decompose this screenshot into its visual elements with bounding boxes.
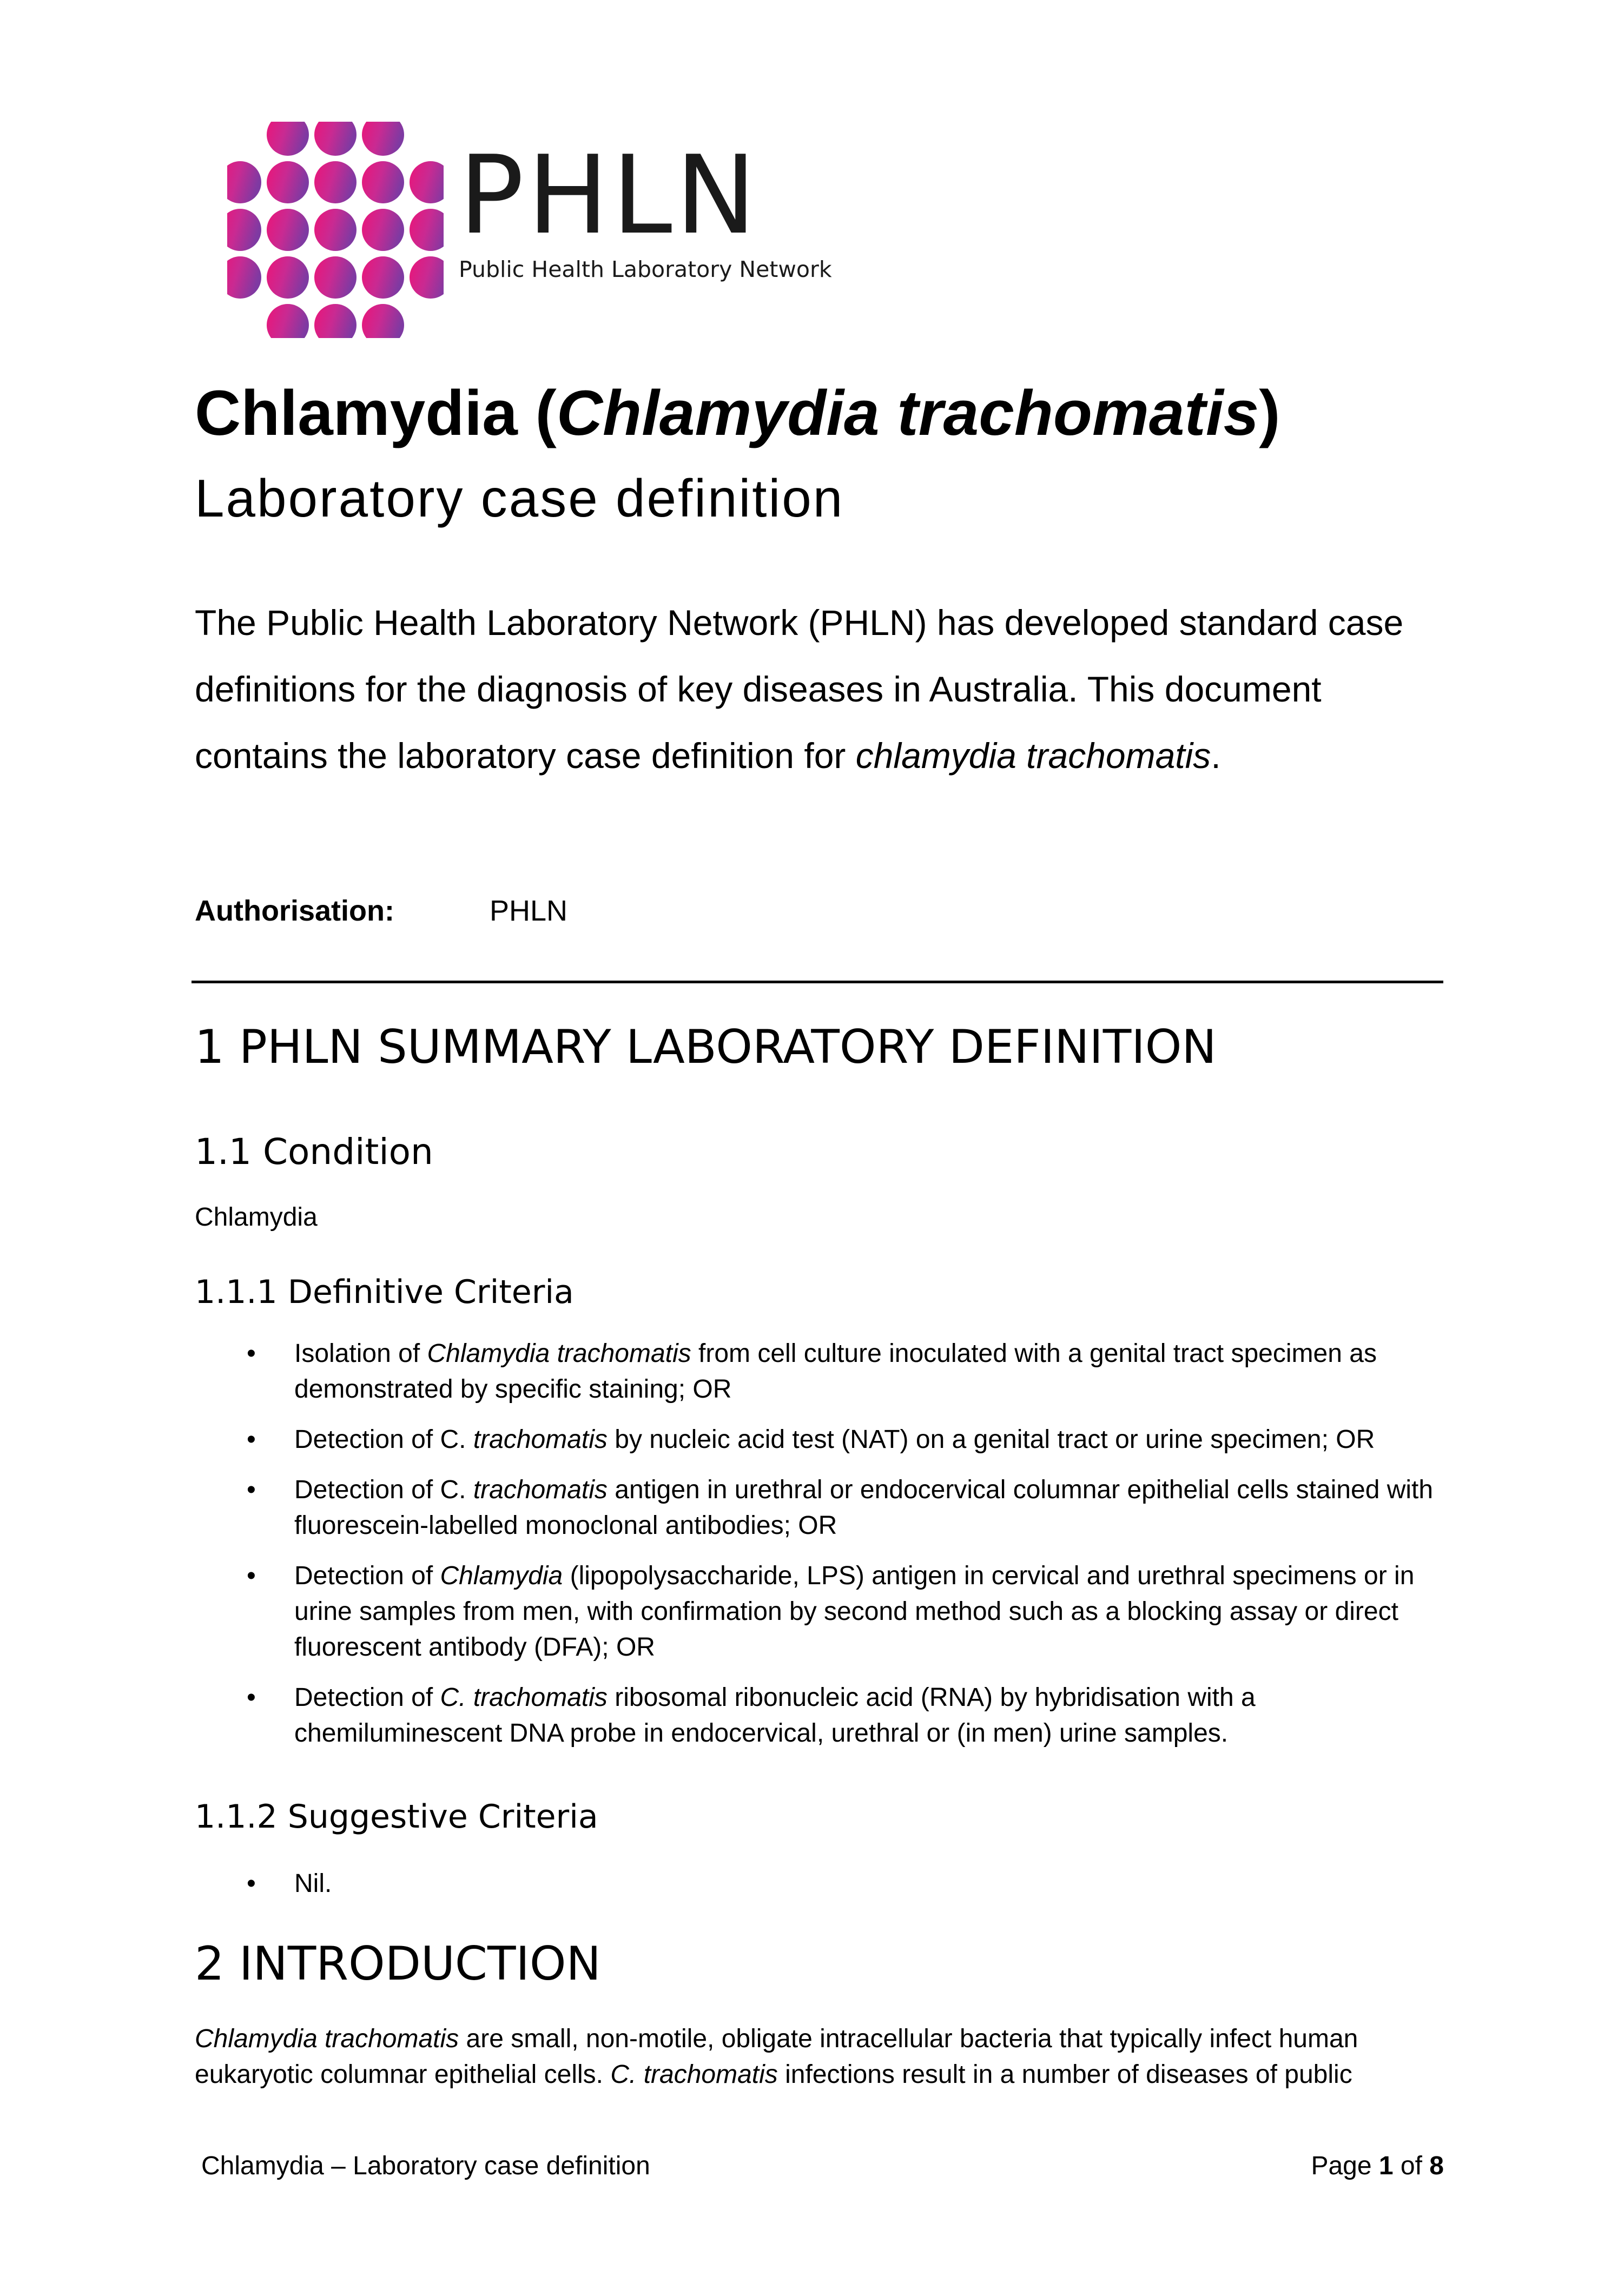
list-item: • Detection of C. trachomatis ribosomal ribonucleic acid (RNA) by hybridisation with a chemiluminescent DNA probe in endocervical, urethral or (in men) urine samples. [238, 1680, 1450, 1751]
definitive-criteria-list [238, 1336, 1450, 1766]
footer-document-title: Chlamydia – Laboratory case definition [201, 2152, 650, 2180]
footer-page-number: Page 1 of 8 [1311, 2152, 1444, 2180]
document-subtitle: Laboratory case definition [195, 468, 844, 528]
section-1-heading: 1 PHLN SUMMARY LABORATORY DEFINITION [195, 1020, 1217, 1074]
suggestive-criteria-heading: 1.1.2 Suggestive Criteria [195, 1798, 598, 1836]
intro-paragraph: The Public Health Laboratory Network (PHLN) has developed standard case definitions for the diagnosis of key diseases in Australia. This document contains the laboratory case definition for chlamydia trachomatis. [195, 603, 1404, 776]
logo-dot [267, 209, 309, 251]
introduction-paragraph: Chlamydia trachomatis are small, non-motile, obligate intracellular bacteria that typically infect human eukaryotic columnar epithelial cells. C. trachomatis infections result in a number of diseases of public [195, 2024, 1358, 2089]
logo-dot [410, 161, 444, 203]
logo-dot [267, 161, 309, 203]
brand-name: PHLN [459, 133, 760, 259]
list-item: • Detection of C. trachomatis by nucleic acid test (NAT) on a genital tract or urine specimen; OR [238, 1422, 1450, 1458]
condition-text: Chlamydia [195, 1203, 318, 1232]
document-title: Chlamydia (Chlamydia trachomatis) [195, 378, 1280, 449]
section-2-heading: 2 INTRODUCTION [195, 1937, 601, 1991]
logo-dot [362, 161, 404, 203]
logo-dot [314, 256, 357, 299]
logo-dot [410, 256, 444, 299]
suggestive-criteria-list [238, 1866, 1450, 1902]
logo-dot [227, 256, 261, 299]
authorisation-label: Authorisation: [195, 895, 394, 927]
definitive-criteria-heading: 1.1.1 Definitive Criteria [195, 1273, 574, 1311]
logo-dot [362, 256, 404, 299]
logo-dot [267, 256, 309, 299]
logo-dot [362, 209, 404, 251]
authorisation-value: PHLN [490, 895, 568, 927]
logo-dot [267, 304, 309, 338]
list-item: • Detection of Chlamydia (lipopolysaccharide, LPS) antigen in cervical and urethral specimens or in urine samples from men, with confirmation by second method such as a blocking assay or direct fluorescent antibody (DFA); OR [238, 1558, 1450, 1665]
logo-dot [314, 122, 357, 156]
logo-dot [314, 161, 357, 203]
list-item: • Detection of C. trachomatis antigen in urethral or endocervical columnar epithelial cells stained with fluorescein-labelled monoclonal antibodies; OR [238, 1472, 1450, 1544]
list-item: • Isolation of Chlamydia trachomatis from cell culture inoculated with a genital tract specimen as demonstrated by specific staining; OR [238, 1336, 1450, 1407]
logo-dot [410, 209, 444, 251]
logo-dot [314, 304, 357, 338]
logo-dot [227, 209, 261, 251]
condition-heading: 1.1 Condition [195, 1131, 433, 1173]
logo-dot [362, 122, 404, 156]
logo-dot [314, 209, 357, 251]
brand-full-name: Public Health Laboratory Network [459, 256, 832, 282]
logo-dot [362, 304, 404, 338]
divider [192, 981, 1443, 983]
logo-dot [227, 161, 261, 203]
logo-dot [267, 122, 309, 156]
phln-logo-icon [227, 122, 444, 338]
list-item: • Nil. [238, 1866, 1450, 1902]
